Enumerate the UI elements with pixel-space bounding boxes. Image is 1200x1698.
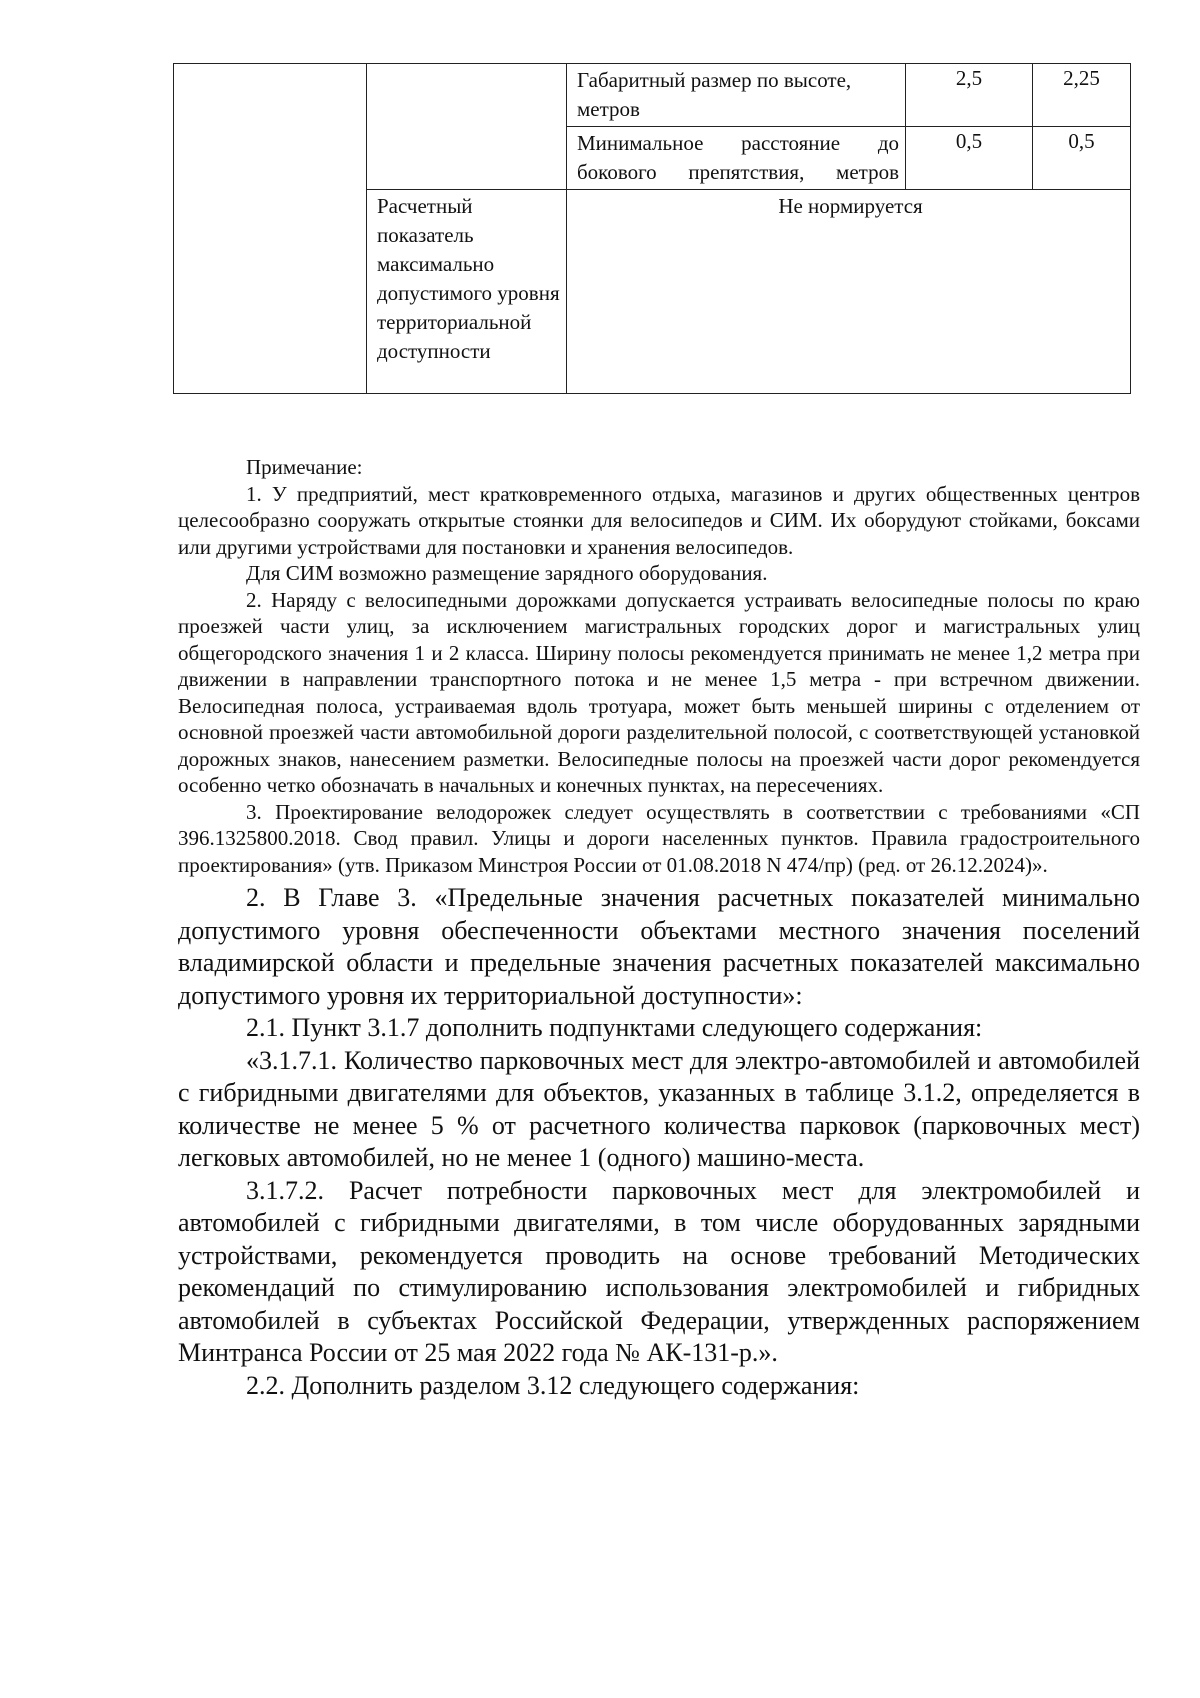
table-row — [174, 64, 1131, 127]
body-paragraph: 2. В Главе 3. «Предельные значения расчетных показателей минимально допустимого уровня обеспеченности объектами местного значения поселений владимирской области и предельные значения расчетных показателей максимально допустимого уровня их территориальной доступности»: — [178, 883, 1140, 1010]
note-paragraph: Для СИМ возможно размещение зарядного оборудования. — [246, 561, 768, 585]
body-paragraph: 2.2. Дополнить разделом 3.12 следующего содержания: — [246, 1370, 860, 1400]
body-paragraph: 2.1. Пункт 3.1.7 дополнить подпунктами следующего содержания: — [246, 1013, 983, 1042]
note-paragraph: 3. Проектирование велодорожек следует осуществлять в соответствии с требованиями «СП 396.1325800.2018. Свод правил. Улицы и дороги населенных пунктов. Правила градостроительного проектирования» (утв. Приказом Минстроя России от 01.08.2018 N 474/пр) (ред. от 26.12.2024)». — [178, 799, 1140, 877]
table-cell-value: 0,5 — [1033, 127, 1131, 190]
table-cell-parameter: Габаритный размер по высоте, метров — [567, 64, 906, 127]
table-cell-empty — [367, 64, 567, 190]
table-cell-indicator: Расчетный показатель максимально допустимого уровня территориальной доступности — [367, 190, 567, 394]
table-cell-parameter: Минимальное расстояние до бокового препятствия, метров — [567, 127, 906, 190]
table-cell-value: 2,5 — [906, 64, 1033, 127]
table-cell-value: 2,25 — [1033, 64, 1131, 127]
note-paragraph: 1. У предприятий, мест кратковременного отдыха, магазинов и других общественных центров целесообразно сооружать открытые стоянки для велосипедов и СИМ. Их оборудуют стойками, боксами или другими устройствами для постановки и хранения велосипедов. — [178, 481, 1140, 559]
note-paragraph: 2. Наряду с велосипедными дорожками допускается устраивать велосипедные полосы по краю проезжей части улиц, за исключением магистральных городских дорог и магистральных улиц общегородского значения 1 и 2 класса. Ширину полосы рекомендуется принимать не менее 1,2 метра при движении в направлении транспортного потока и не менее 1,5 метра - при встречном движении. Велосипедная полоса, устраиваемая вдоль тротуара, может быть меньшей ширины с отделением от основной проезжей части автомобильной дороги разделительной полосой, с соответствующей установкой дорожных знаков, нанесением разметки. Велосипедные полосы на проезжей части дорог рекомендуется особенно четко обозначать в начальных и конечных пунктах, на пересечениях. — [178, 587, 1140, 797]
document-body — [178, 454, 1140, 1402]
table-cell-empty — [174, 64, 367, 394]
note-heading: Примечание: — [246, 455, 363, 479]
table-cell-value: 0,5 — [906, 127, 1033, 190]
body-paragraph: «3.1.7.1. Количество парковочных мест для электро-автомобилей и автомобилей с гибридными двигателями для объектов, указанных в таблице 3.1.2, определяется в количестве не менее 5 % от расчетного количества парковок (парковочных мест) легковых автомобилей, но не менее 1 (одного) машино-места. — [178, 1045, 1140, 1172]
table-cell-not-normalized: Не нормируется — [567, 190, 1131, 394]
note-section — [178, 454, 1140, 878]
norms-table — [173, 63, 1131, 394]
main-section — [178, 882, 1140, 1402]
body-paragraph: 3.1.7.2. Расчет потребности парковочных мест для электромобилей и автомобилей с гибридными двигателями, в том числе оборудованных зарядными устройствами, рекомендуется проводить на основе требований Методических рекомендаций по стимулированию использования электромобилей и гибридных автомобилей в субъектах Российской Федерации, утвержденных распоряжением Минтранса России от 25 мая 2022 года № АК-131-р.». — [178, 1175, 1140, 1367]
